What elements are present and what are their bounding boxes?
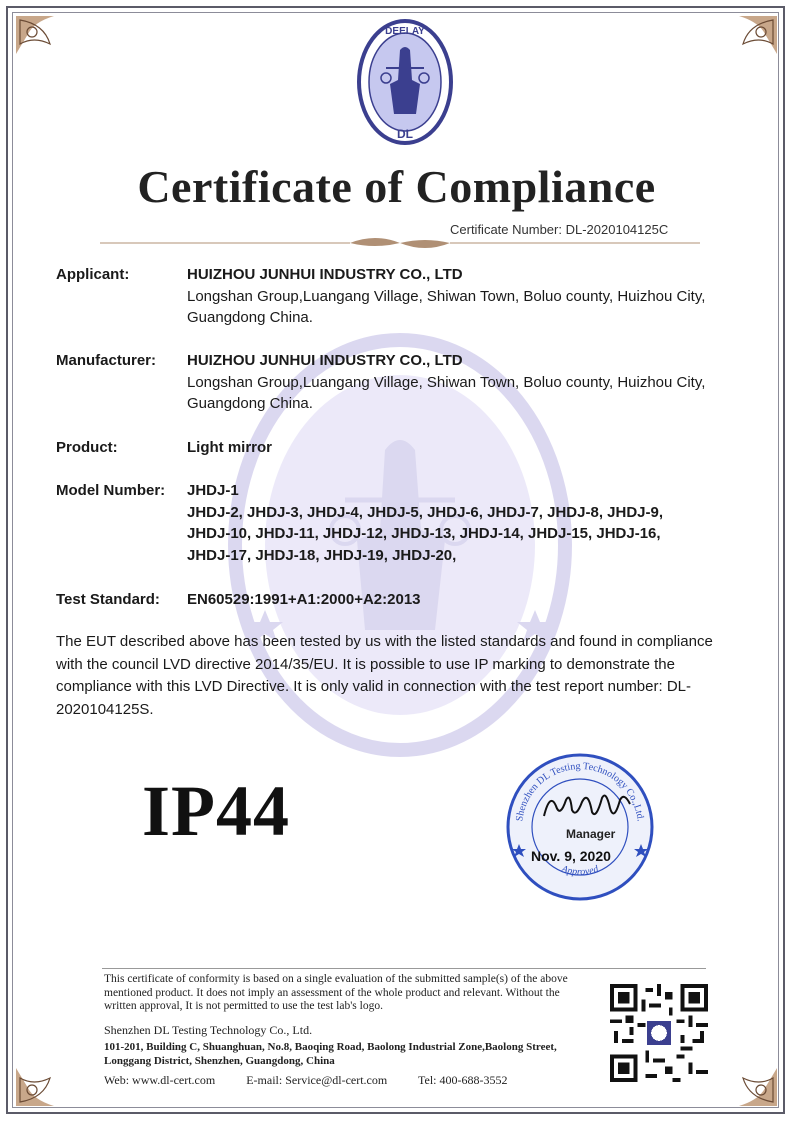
manufacturer-address: Longshan Group,Luangang Village, Shiwan Town, Boluo county, Huizhou City, Guangdong China. [187,373,706,412]
model-line: JHDJ-1 [187,482,239,499]
footer-email-link[interactable]: E-mail: Service@dl-cert.com [246,1073,388,1087]
footer-contact [104,1073,536,1088]
product-label: Product: [56,439,118,456]
signer-role: Manager [566,827,616,841]
footer-divider [102,968,706,969]
issue-date: Nov. 9, 2020 [531,848,611,864]
model-line: JHDJ-17, JHDJ-18, JHDJ-19, JHDJ-20, [187,546,457,564]
model-line: JHDJ-2, JHDJ-3, JHDJ-4, JHDJ-5, JHDJ-6, JHDJ-7, JHDJ-8, JHDJ-9, [187,503,664,521]
model-label: Model Number: [56,482,166,499]
page-title: Certificate of Compliance [137,161,656,212]
qr-code-icon[interactable] [610,984,708,1082]
corner-ornament-top-left [14,14,72,72]
applicant-label: Applicant: [56,266,130,283]
footer-company: Shenzhen DL Testing Technology Co., Ltd. [104,1023,313,1037]
standard-value: EN60529:1991+A1:2000+A2:2013 [187,591,421,608]
manager-signature [540,788,635,824]
logo-arc-text: DEELAY [385,26,425,37]
stamp-arc-text: Shenzhen DL Testing Technology Co.,Ltd. [514,760,646,823]
manufacturer-name: HUIZHOU JUNHUI INDUSTRY CO., LTD [187,352,463,369]
standard-label: Test Standard: [56,591,160,608]
product-value: Light mirror [187,439,272,456]
applicant-address: Longshan Group,Luangang Village, Shiwan Town, Boluo county, Huizhou City, Guangdong China. [187,287,706,326]
certificate-number: Certificate Number: DL-2020104125C [450,222,669,237]
logo-initials: DL [397,127,413,141]
footer-tel: Tel: 400-688-3552 [418,1073,508,1087]
corner-ornament-top-right [721,14,779,72]
model-line: JHDJ-10, JHDJ-11, JHDJ-12, JHDJ-13, JHDJ-14, JHDJ-15, JHDJ-16, [187,525,661,542]
corner-ornament-bottom-right [721,1050,779,1108]
applicant-name: HUIZHOU JUNHUI INDUSTRY CO., LTD [187,266,463,283]
footer-web-link[interactable]: Web: www.dl-cert.com [104,1073,216,1087]
compliance-statement: The EUT described above has been tested by us with the listed standards and found in compliance with the council LVD directive 2014/35/EU. It is possible to use IP marking to demonstrate the compliance with this LVD Directive. It is only valid in connection with the test report number: DL-2020104125S. [56,633,713,718]
footer-disclaimer: This certificate of conformity is based on a single evaluation of the submitted sample(s) of the above mentioned product. It does not imply an assessment of the whole product and relevant. Without the written approval, It is not permitted to use the test lab's logo. [104,973,568,1013]
manufacturer-label: Manufacturer: [56,352,157,369]
ip-rating: IP44 [142,771,290,851]
deelay-logo-icon [356,18,454,146]
footer-address: 101-201, Building C, Shuanghuan, No.8, Baoqing Road, Baolong Industrial Zone,Baolong Street, Longgang District, Shenzhen, Guangdong, China [104,1041,557,1067]
corner-ornament-bottom-left [14,1050,72,1108]
stamp-approved-text: Approved [560,863,600,878]
